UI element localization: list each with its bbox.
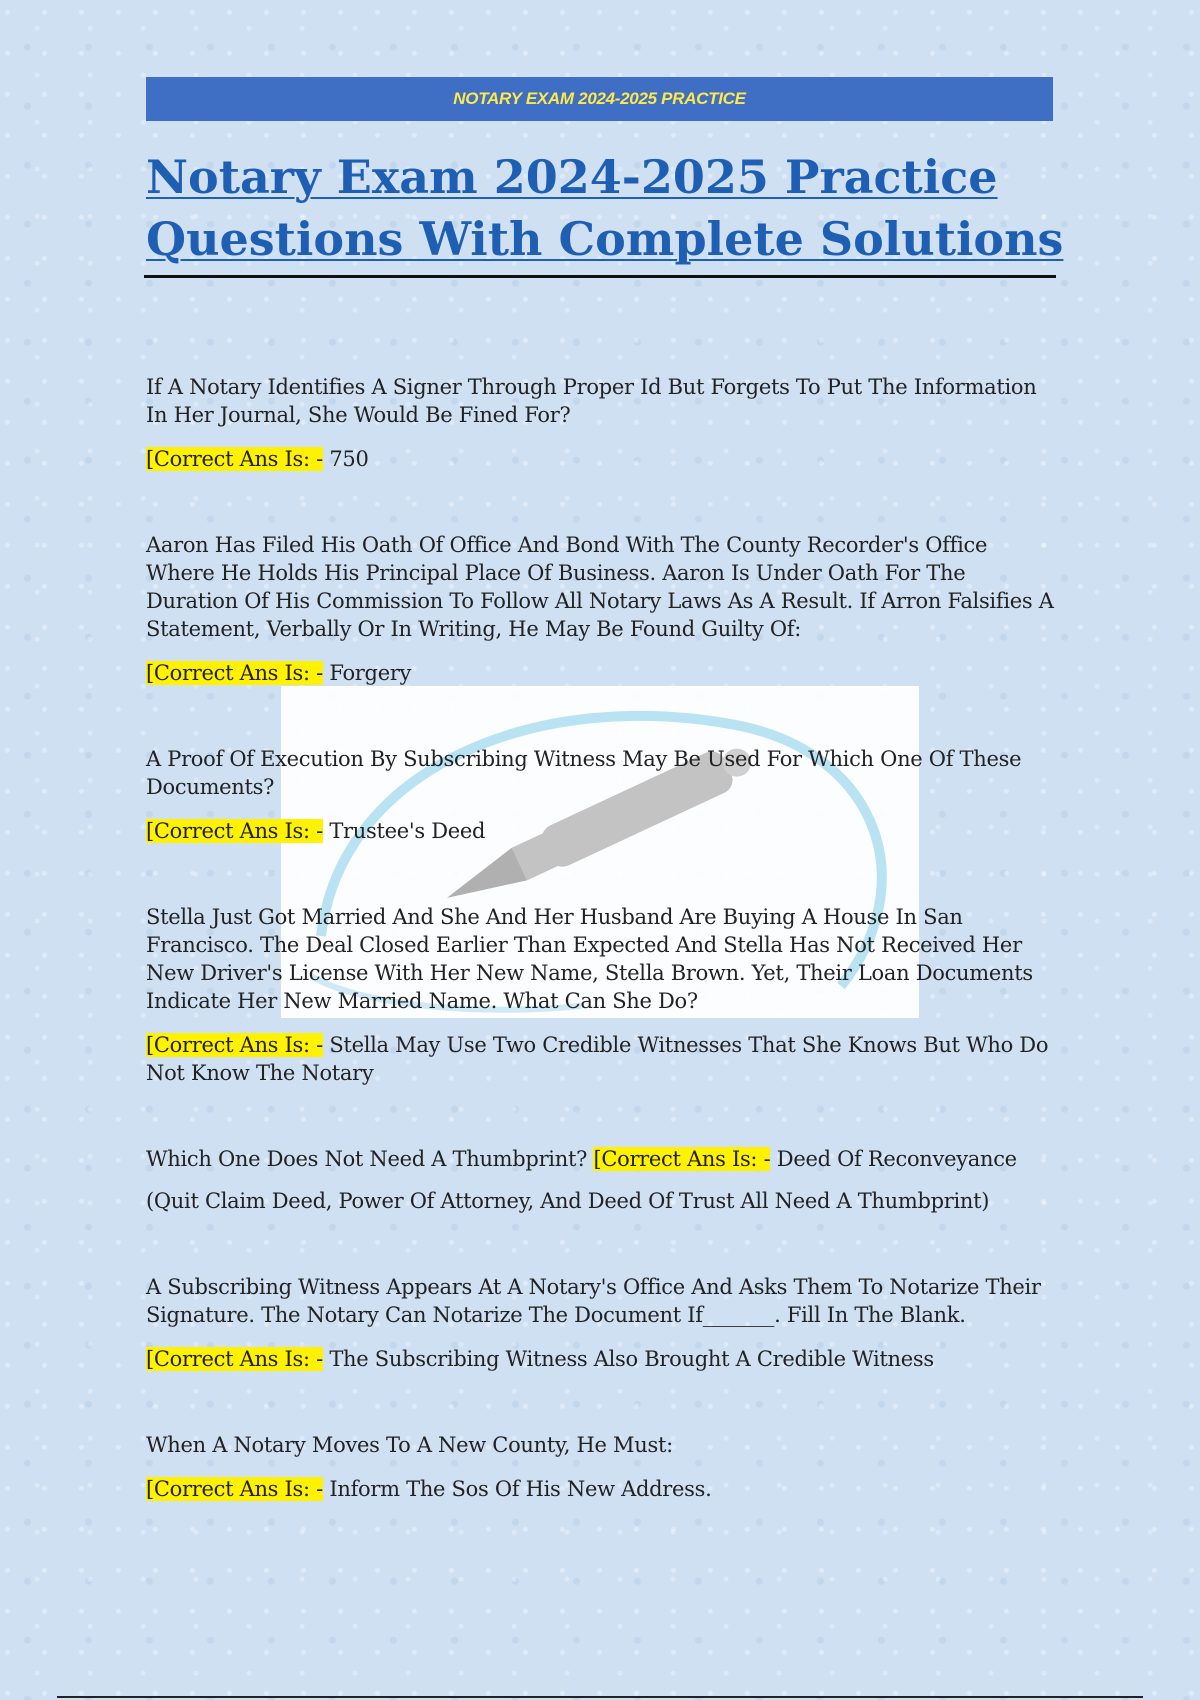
answer-line xyxy=(146,1345,1061,1373)
qa-item xyxy=(146,1273,1061,1373)
answer-line xyxy=(146,1031,1061,1087)
answer-prefix: [Correct Ans Is: - xyxy=(146,1347,323,1371)
answer-text: Forgery xyxy=(329,661,412,685)
answer-prefix: [Correct Ans Is: - xyxy=(593,1147,771,1171)
question-text: When A Notary Moves To A New County, He Must: xyxy=(146,1433,673,1457)
question-text: Which One Does Not Need A Thumbprint? xyxy=(146,1147,588,1171)
answer-prefix: [Correct Ans Is: - xyxy=(146,1033,323,1057)
question-text: Aaron Has Filed His Oath Of Office And Bond With The County Recorder's Office Where He Holds His Principal Place Of Business. Aaron Is Under Oath For The Duration Of His Commission To Follow All Notary Laws As A Result. If Arron Falsifies A Statement, Verbally Or In Writing, He May Be Found Guilty Of: xyxy=(146,533,1054,641)
qa-item xyxy=(146,1431,1061,1503)
header-banner-text: NOTARY EXAM 2024-2025 PRACTICE xyxy=(453,89,746,108)
qa-list xyxy=(146,373,1061,1561)
answer-line xyxy=(146,1475,1061,1503)
question-text: A Proof Of Execution By Subscribing Witness May Be Used For Which One Of These Documents? xyxy=(146,747,1022,799)
answer-note: (Quit Claim Deed, Power Of Attorney, And Deed Of Trust All Need A Thumbprint) xyxy=(146,1189,990,1213)
footer-divider xyxy=(57,1696,1143,1698)
answer-line xyxy=(146,817,1061,845)
answer-text: 750 xyxy=(329,447,369,471)
qa-item xyxy=(146,745,1061,845)
answer-text: Trustee's Deed xyxy=(329,819,486,843)
header-banner xyxy=(146,77,1053,121)
question-text: A Subscribing Witness Appears At A Notary's Office And Asks Them To Notarize Their Signature. The Notary Can Notarize The Document If_______. Fill In The Blank. xyxy=(146,1275,1041,1327)
qa-item xyxy=(146,373,1061,473)
answer-prefix: [Correct Ans Is: - xyxy=(146,819,323,843)
answer-line xyxy=(146,659,1061,687)
question-answer-line xyxy=(146,1145,1061,1173)
answer-prefix: [Correct Ans Is: - xyxy=(146,661,323,685)
question-text: Stella Just Got Married And She And Her Husband Are Buying A House In San Francisco. The Deal Closed Earlier Than Expected And Stella Has Not Received Her New Driver's License With Her New Name, Stella Brown. Yet, Their Loan Documents Indicate Her New Married Name. What Can She Do? xyxy=(146,905,1033,1013)
question-text: If A Notary Identifies A Signer Through Proper Id But Forgets To Put The Information In Her Journal, She Would Be Fined For? xyxy=(146,375,1037,427)
answer-text: Stella May Use Two Credible Witnesses That She Knows But Who Do Not Know The Notary xyxy=(146,1033,1049,1085)
document-title: Notary Exam 2024-2025 Practice Questions With Complete Solutions xyxy=(146,150,1064,266)
answer-text: The Subscribing Witness Also Brought A Credible Witness xyxy=(329,1347,934,1371)
qa-item xyxy=(146,1145,1061,1215)
qa-item xyxy=(146,903,1061,1087)
qa-item xyxy=(146,531,1061,687)
answer-prefix: [Correct Ans Is: - xyxy=(146,1477,323,1501)
answer-text: Inform The Sos Of His New Address. xyxy=(329,1477,712,1501)
answer-text: Deed Of Reconveyance xyxy=(776,1147,1017,1171)
title-divider xyxy=(144,275,1056,278)
answer-prefix: [Correct Ans Is: - xyxy=(146,447,323,471)
answer-line xyxy=(146,445,1061,473)
